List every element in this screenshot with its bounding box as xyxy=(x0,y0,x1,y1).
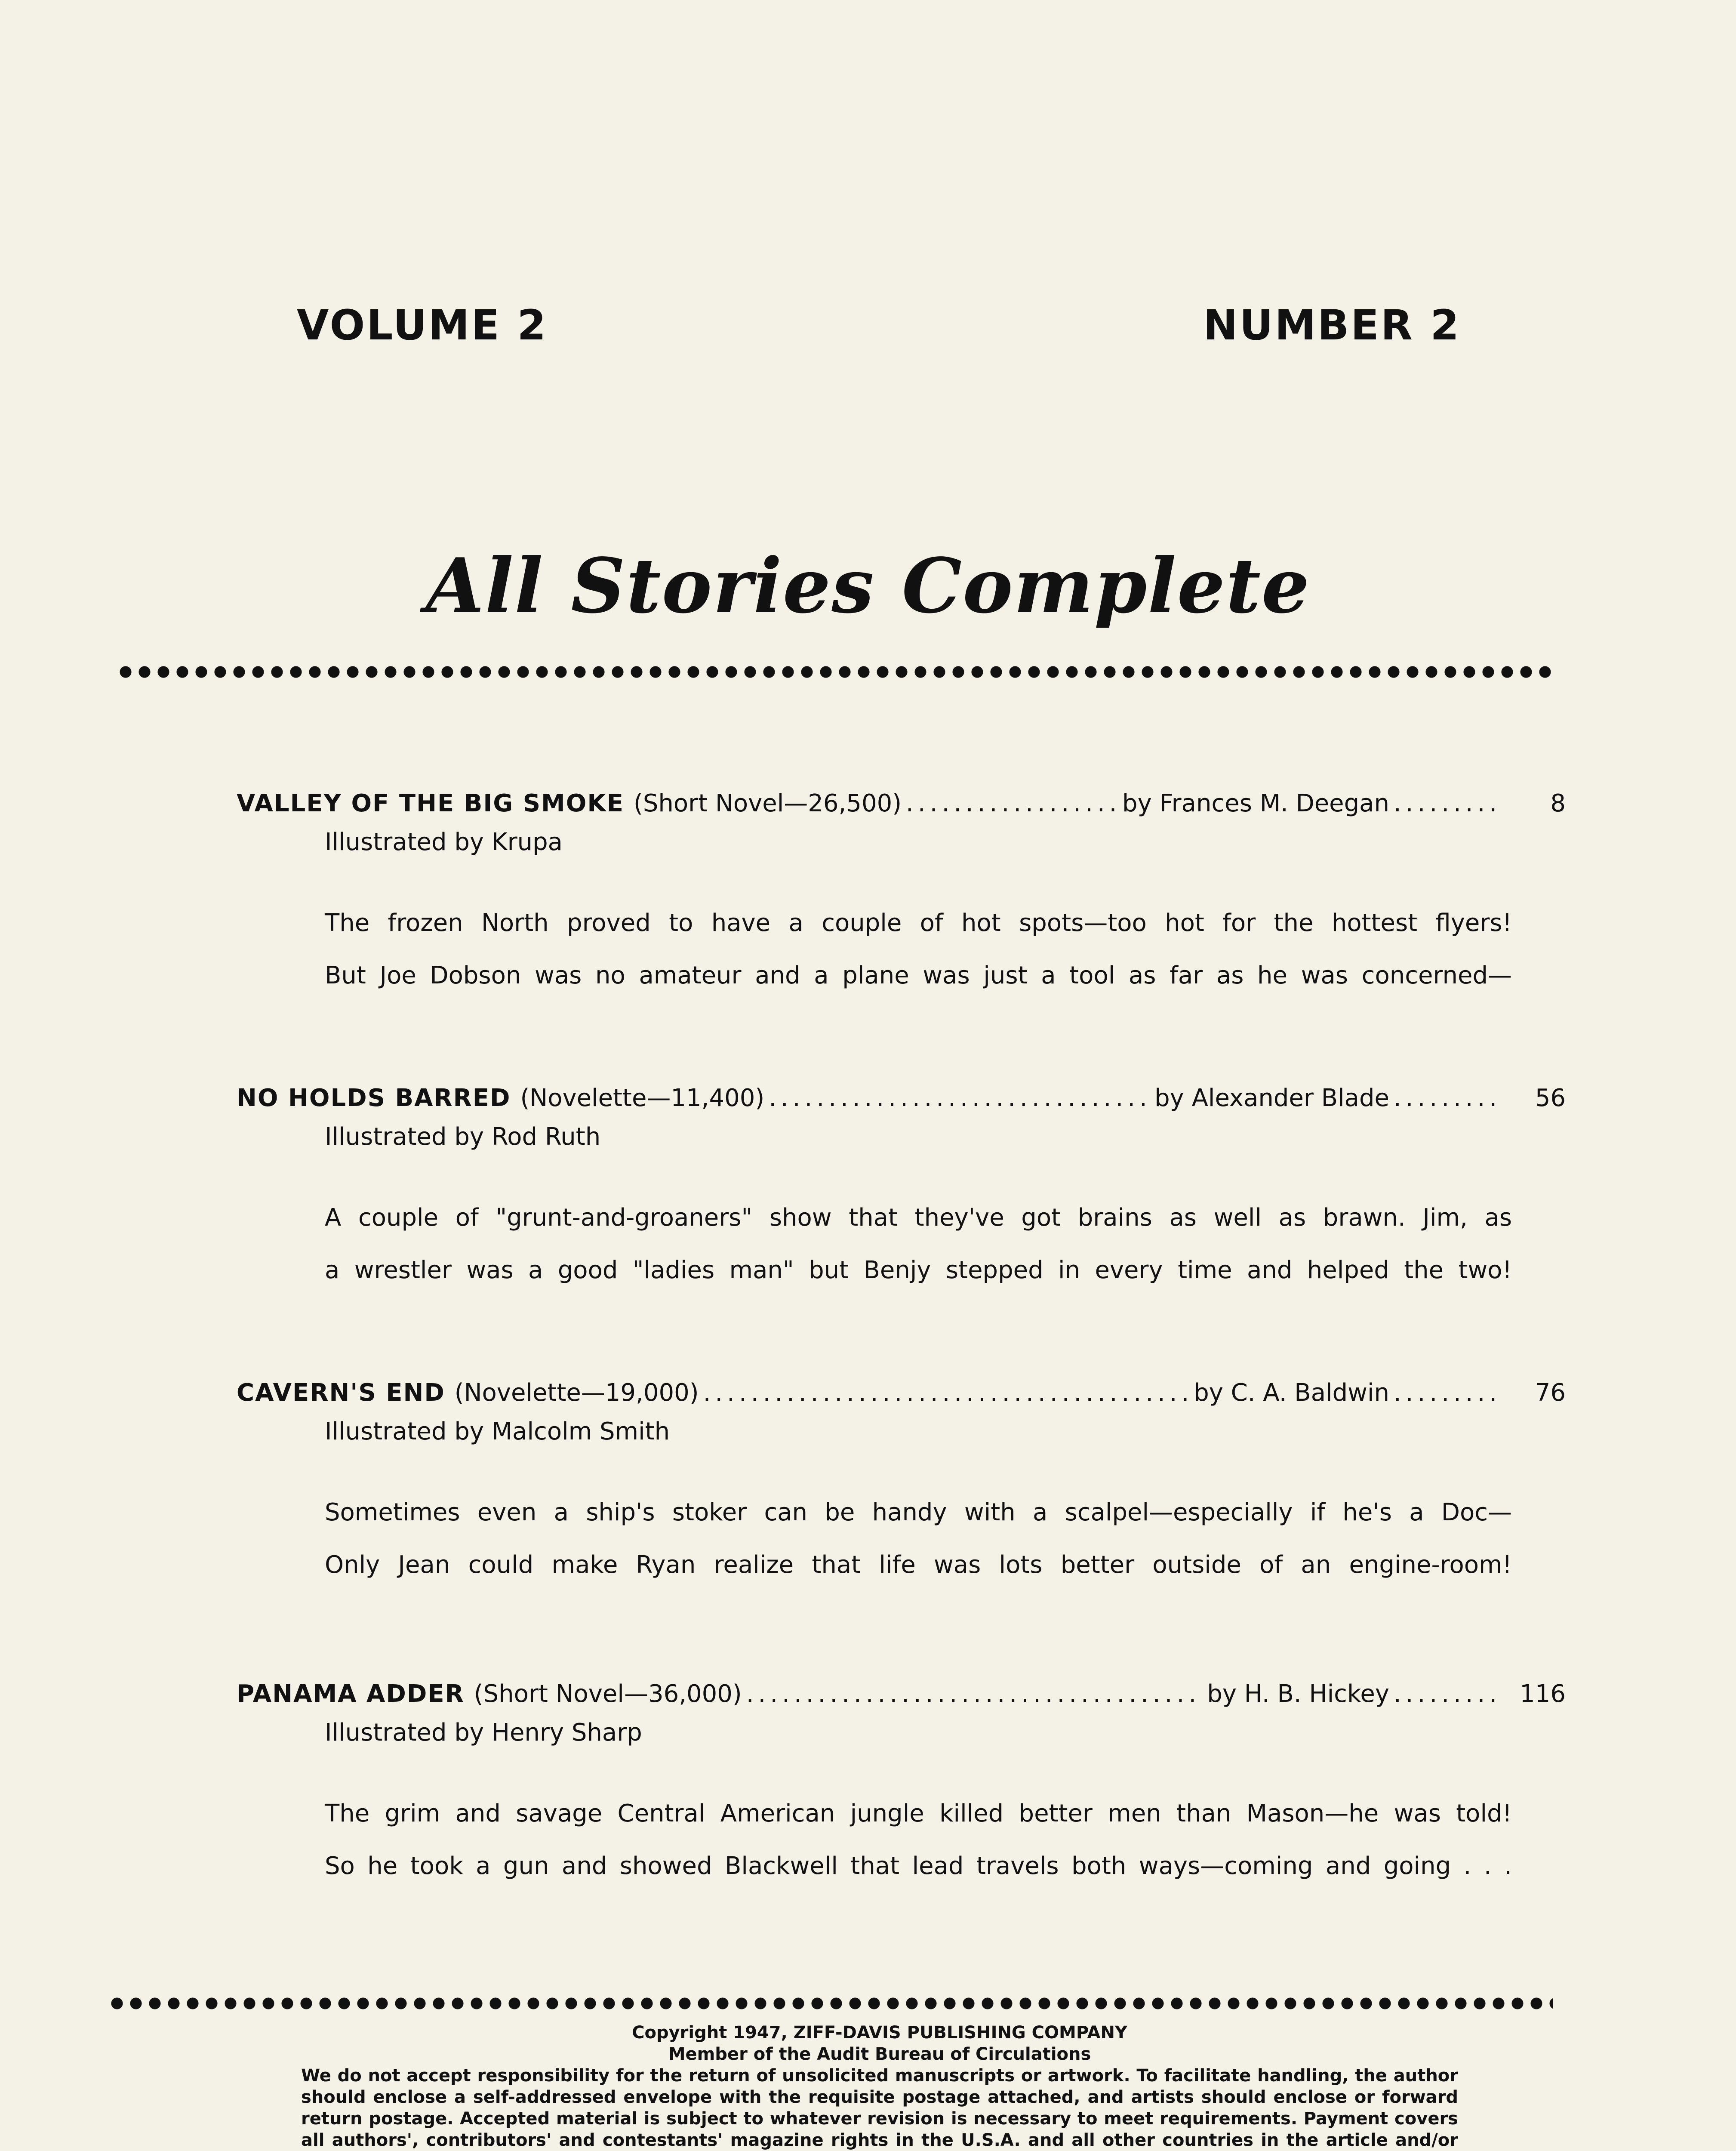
page-headline: All Stories Complete xyxy=(425,542,1311,630)
story-illustrator: Illustrated by Krupa xyxy=(325,828,563,856)
story-illustrator: Illustrated by Henry Sharp xyxy=(325,1719,642,1747)
story-entry-line xyxy=(237,789,1566,824)
dot-leader xyxy=(1394,789,1497,817)
story-title: NO HOLDS BARRED xyxy=(237,1084,511,1112)
membership-line: Member of the Audit Bureau of Circulations xyxy=(668,2044,1091,2064)
dot-leader xyxy=(769,1084,1150,1112)
story-type: (Short Novel—26,500) xyxy=(634,789,902,817)
blurb-line: a wrestler was a good "ladies man" but Benjy stepped in every time and helped the two! xyxy=(325,1256,1512,1284)
bottom-dotted-rule xyxy=(108,1996,1553,2011)
story-illustrator: Illustrated by Malcolm Smith xyxy=(325,1418,670,1445)
story-blurb xyxy=(325,1486,1512,1591)
blurb-line: Sometimes even a ship's stoker can be handy with a scalpel—especially if he's a Doc— xyxy=(325,1498,1512,1526)
volume-label: VOLUME 2 xyxy=(297,301,548,349)
story-title: PANAMA ADDER xyxy=(237,1680,465,1708)
story-type: (Novelette—11,400) xyxy=(520,1084,765,1112)
dot-leader xyxy=(1394,1680,1497,1708)
story-entry-4 xyxy=(237,1680,1566,1892)
story-entry-1 xyxy=(237,789,1566,1002)
story-page-number: 76 xyxy=(1535,1379,1566,1407)
story-title: VALLEY OF THE BIG SMOKE xyxy=(237,789,625,817)
top-dotted-rule xyxy=(116,665,1553,679)
dot-leader xyxy=(1394,1084,1497,1112)
story-blurb xyxy=(325,897,1512,1002)
blurb-line: Only Jean could make Ryan realize that life was lots better outside of an engine-room! xyxy=(325,1551,1512,1579)
story-page-number: 56 xyxy=(1535,1084,1566,1112)
blurb-line: A couple of "grunt-and-groaners" show that they've got brains as well as brawn. Jim, as xyxy=(325,1204,1512,1232)
story-page-number: 116 xyxy=(1520,1680,1566,1708)
dot-leader xyxy=(906,789,1118,817)
story-illustrator: Illustrated by Rod Ruth xyxy=(325,1123,601,1151)
story-page-number: 8 xyxy=(1550,789,1566,817)
blurb-line: But Joe Dobson was no amateur and a plane was just a tool as far as he was concerned— xyxy=(325,961,1512,989)
story-author: by Alexander Blade xyxy=(1154,1084,1389,1112)
story-type: (Short Novel—36,000) xyxy=(474,1680,742,1708)
story-entry-line xyxy=(237,1084,1566,1119)
story-author: by Frances M. Deegan xyxy=(1122,789,1389,817)
blurb-line: The grim and savage Central American jungle killed better men than Mason—he was told! xyxy=(325,1800,1512,1827)
blurb-line: So he took a gun and showed Blackwell that lead travels both ways—coming and going . . . xyxy=(325,1852,1512,1880)
story-title: CAVERN'S END xyxy=(237,1379,445,1407)
story-entry-line xyxy=(237,1680,1566,1714)
blurb-line: The frozen North proved to have a couple of hot spots—too hot for the hottest flyers! xyxy=(325,909,1512,937)
story-author: by C. A. Baldwin xyxy=(1194,1379,1389,1407)
number-label: NUMBER 2 xyxy=(1203,301,1461,349)
story-entry-3 xyxy=(237,1379,1566,1591)
dot-leader xyxy=(1394,1379,1497,1407)
legal-disclaimer: We do not accept responsibility for the return of unsolicited manuscripts or artwork. To facilitate handling, the author should enclose a self-addressed envelope with the requisite postage attached, and artists should enclose or forward return postage. Accepted material is subject to whatever revision is necessary to meet requirements. Payment covers all authors', contributors' and contestants' magazine rights in the U.S.A. and all other countries in the article and/or xyxy=(301,2066,1458,2150)
story-blurb xyxy=(325,1787,1512,1892)
dot-leader xyxy=(746,1680,1203,1708)
dot-leader xyxy=(703,1379,1190,1407)
story-entry-2 xyxy=(237,1084,1566,1297)
story-entry-line xyxy=(237,1379,1566,1413)
story-type: (Novelette—19,000) xyxy=(454,1379,699,1407)
copyright-line: Copyright 1947, ZIFF-DAVIS PUBLISHING COMPANY xyxy=(632,2023,1127,2043)
story-blurb xyxy=(325,1192,1512,1297)
copyright-notice xyxy=(301,2022,1458,2151)
story-author: by H. B. Hickey xyxy=(1207,1680,1389,1708)
